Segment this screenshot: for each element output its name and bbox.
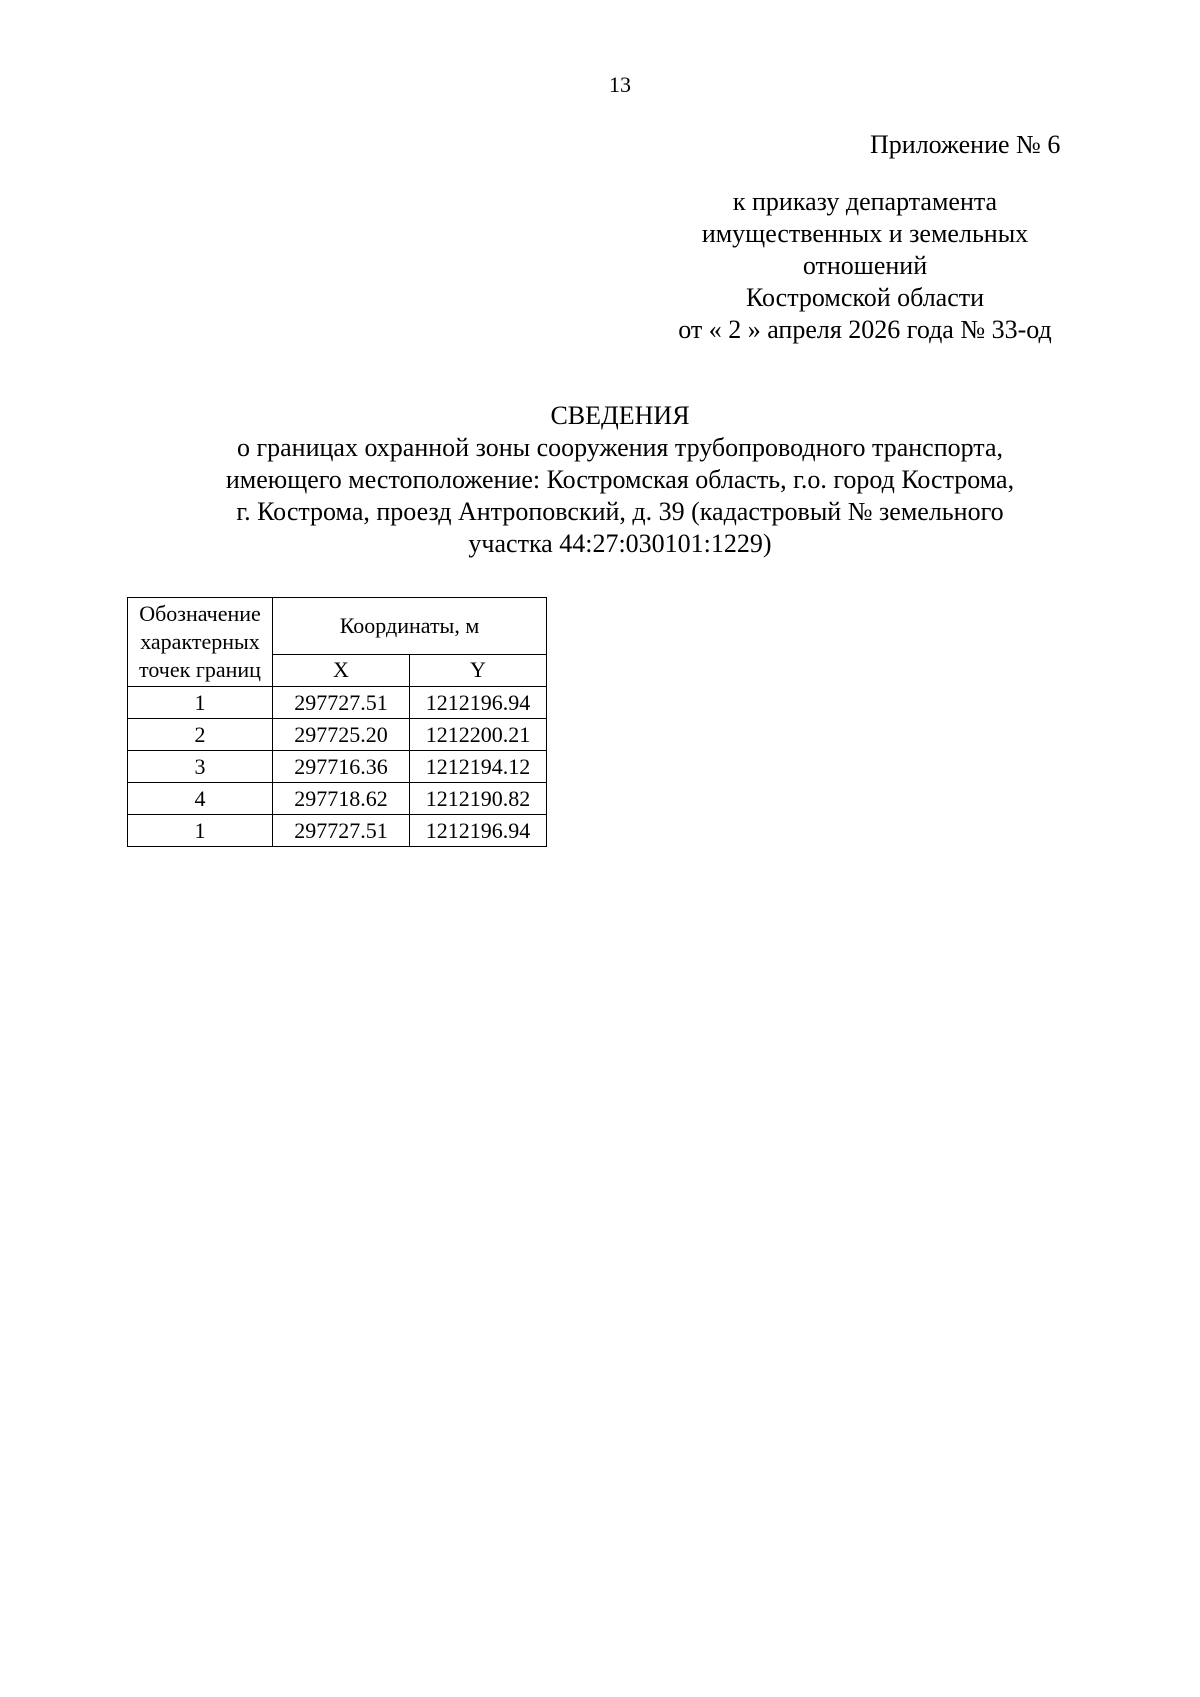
document-title: СВЕДЕНИЯ	[550, 401, 690, 430]
order-reference-line: отношений	[802, 251, 928, 280]
order-reference	[620, 186, 1110, 346]
point-designation-header	[128, 598, 273, 687]
point-header-line: точек границ	[139, 657, 261, 682]
x-column-header: X	[273, 654, 410, 686]
coordinates-header: Координаты, м	[273, 598, 547, 655]
point-cell: 1	[128, 687, 273, 719]
x-cell: 297718.62	[273, 783, 410, 815]
y-cell: 1212196.94	[410, 815, 547, 847]
order-reference-line: Костромской области	[745, 283, 985, 312]
document-subtitle-line: имеющего местоположение: Костромская область, г.о. город Кострома,	[225, 465, 1015, 494]
table-row	[128, 687, 547, 719]
point-cell: 3	[128, 751, 273, 783]
appendix-title: Приложение № 6	[870, 130, 1061, 159]
point-header-line: характерных	[140, 629, 260, 654]
coordinates-table	[127, 597, 547, 847]
order-reference-line: от « 2 » апреля 2026 года № 33-од	[678, 315, 1052, 344]
x-cell: 297727.51	[273, 687, 410, 719]
x-cell: 297727.51	[273, 815, 410, 847]
order-reference-line: к приказу департамента	[732, 187, 998, 216]
table-header-row	[128, 598, 547, 655]
order-reference-line: имущественных и земельных	[701, 219, 1029, 248]
x-cell: 297725.20	[273, 719, 410, 751]
y-cell: 1212194.12	[410, 751, 547, 783]
document-subtitle-line: о границах охранной зоны сооружения трубопроводного транспорта,	[236, 433, 1004, 462]
y-column-header: Y	[410, 654, 547, 686]
y-cell: 1212196.94	[410, 687, 547, 719]
table-row	[128, 751, 547, 783]
document-heading	[140, 400, 1100, 560]
table-row	[128, 719, 547, 751]
document-subtitle-line: г. Кострома, проезд Антроповский, д. 39 (кадастровый № земельного	[236, 497, 1004, 526]
page-number: 13	[609, 72, 631, 97]
point-header-line: Обозначение	[139, 601, 261, 626]
point-cell: 2	[128, 719, 273, 751]
table-row	[128, 815, 547, 847]
x-cell: 297716.36	[273, 751, 410, 783]
y-cell: 1212190.82	[410, 783, 547, 815]
table-row	[128, 783, 547, 815]
y-cell: 1212200.21	[410, 719, 547, 751]
document-subtitle-line: участка 44:27:030101:1229)	[468, 529, 772, 558]
point-cell: 4	[128, 783, 273, 815]
point-cell: 1	[128, 815, 273, 847]
